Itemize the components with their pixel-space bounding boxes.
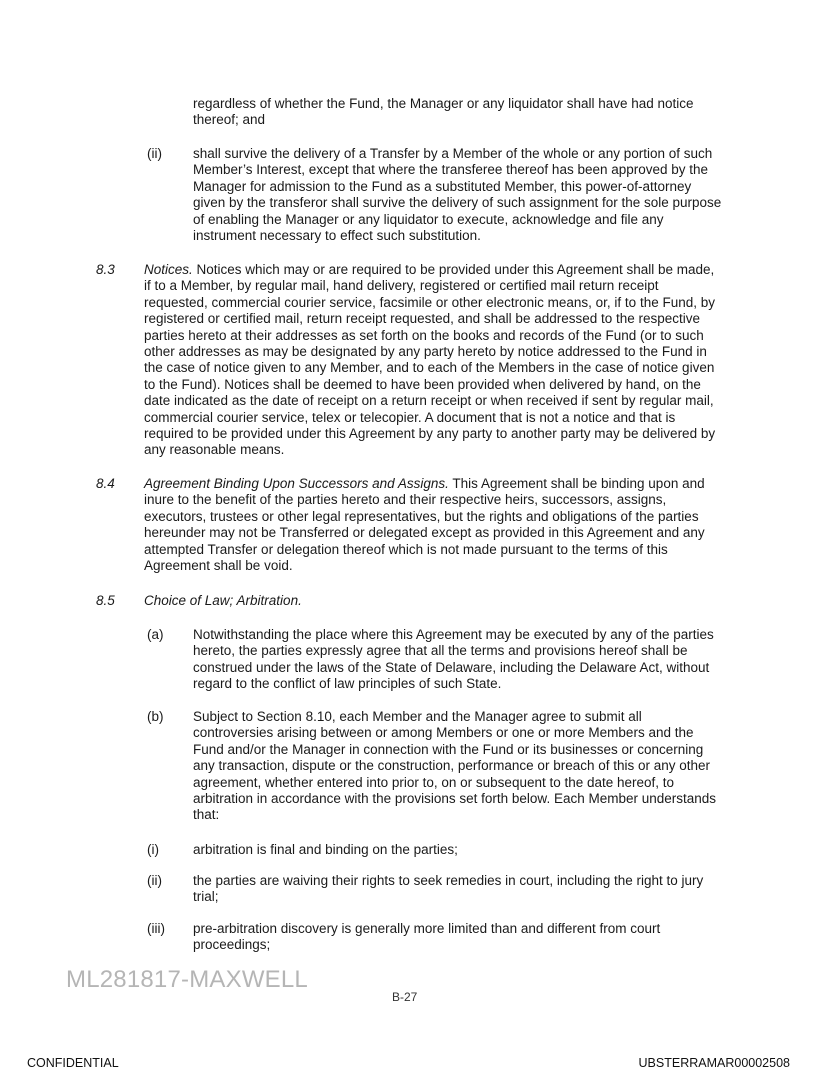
- item-a-paragraph: Notwithstanding the place where this Agreement may be executed by any of the parties hereto, the parties expressly agree that all the terms and provisions hereof shall be construed under the laws of the State of Delaware, including the Delaware Act, without regard to the conflict of law principles of such State.: [193, 627, 714, 692]
- item-label-b: (b): [147, 709, 164, 724]
- item-label-ii: (ii): [147, 146, 162, 161]
- confidential-label: CONFIDENTIAL: [27, 1056, 119, 1070]
- page-number: B-27: [392, 990, 418, 1004]
- continued-paragraph: regardless of whether the Fund, the Manager or any liquidator shall have had notice thereof; and: [193, 96, 694, 128]
- section-8-5-title: Choice of Law; Arbitration.: [144, 593, 302, 608]
- item-i-paragraph: arbitration is final and binding on the parties;: [193, 842, 458, 857]
- bates-watermark: ML281817-MAXWELL: [66, 966, 308, 993]
- section-8-4-title: Agreement Binding Upon Successors and Assigns.: [144, 476, 449, 491]
- item-iii-paragraph: pre-arbitration discovery is generally more limited than and different from court proceedings;: [193, 921, 661, 953]
- section-8-4-paragraph: Agreement Binding Upon Successors and Assigns. This Agreement shall be binding upon and inure to the benefit of the parties hereto and their respective heirs, successors, assigns, executors, trustees or other legal representatives, but the rights and obligations of the parties hereunder may not be Transferred or delegated except as provided in this Agreement and any attempted Transfer or delegation thereof which is not made pursuant to the terms of this Agreement shall be void.: [144, 476, 705, 574]
- bates-number: UBSTERRAMAR00002508: [638, 1056, 790, 1070]
- item-label-ii-b: (ii): [147, 873, 162, 888]
- item-label-i: (i): [147, 842, 159, 857]
- section-8-5-number: 8.5: [96, 593, 115, 608]
- item-ii-b-paragraph: the parties are waiving their rights to seek remedies in court, including the right to jury trial;: [193, 873, 704, 905]
- section-8-3-number: 8.3: [96, 262, 115, 277]
- section-8-5-paragraph: [144, 593, 724, 609]
- section-8-3-paragraph: Notices. Notices which may or are required to be provided under this Agreement shall be made, if to a Member, by regular mail, hand delivery, registered or certified mail return receipt requested, commercial courier service, facsimile or other electronic means, or, if to the Fund, by registered or certified mail, return receipt requested, and shall be addressed to the respective parties hereto at their addresses as set forth on the books and records of the Fund (or to such other addresses as may be designated by any party hereto by notice addressed to the Fund in the case of notice given to any Member, and to each of the Members in the case of notice given to the Fund). Notices shall be deemed to have been provided when delivered by hand, on the date indicated as the date of receipt on a return receipt or when received if sent by regular mail, commercial courier service, telex or telecopier. A document that is not a notice and that is required to be provided under this Agreement by any party to another party may be delivered by any reasonable means.: [144, 262, 716, 458]
- item-b-paragraph: Subject to Section 8.10, each Member and the Manager agree to submit all controversies arising between or among Members or one or more Members and the Fund and/or the Manager in connection with the Fund or its businesses or concerning any transaction, dispute or the construction, performance or breach of this or any other agreement, whether entered into prior to, on or subsequent to the date hereof, to arbitration in accordance with the provisions set forth below. Each Member understands that:: [193, 709, 717, 823]
- section-8-4-number: 8.4: [96, 476, 115, 491]
- item-ii-paragraph: shall survive the delivery of a Transfer by a Member of the whole or any portion of such Member’s Interest, except that where the transferee thereof has been approved by the Manager for admission to the Fund as a substituted Member, this power-of-attorney given by the transferor shall survive the delivery of such assignment for the sole purpose of enabling the Manager or any liquidator to execute, acknowledge and file any instrument necessary to effect such substitution.: [193, 146, 722, 244]
- item-label-iii: (iii): [147, 921, 165, 936]
- item-label-a: (a): [147, 627, 164, 642]
- section-8-3-title: Notices.: [144, 262, 193, 277]
